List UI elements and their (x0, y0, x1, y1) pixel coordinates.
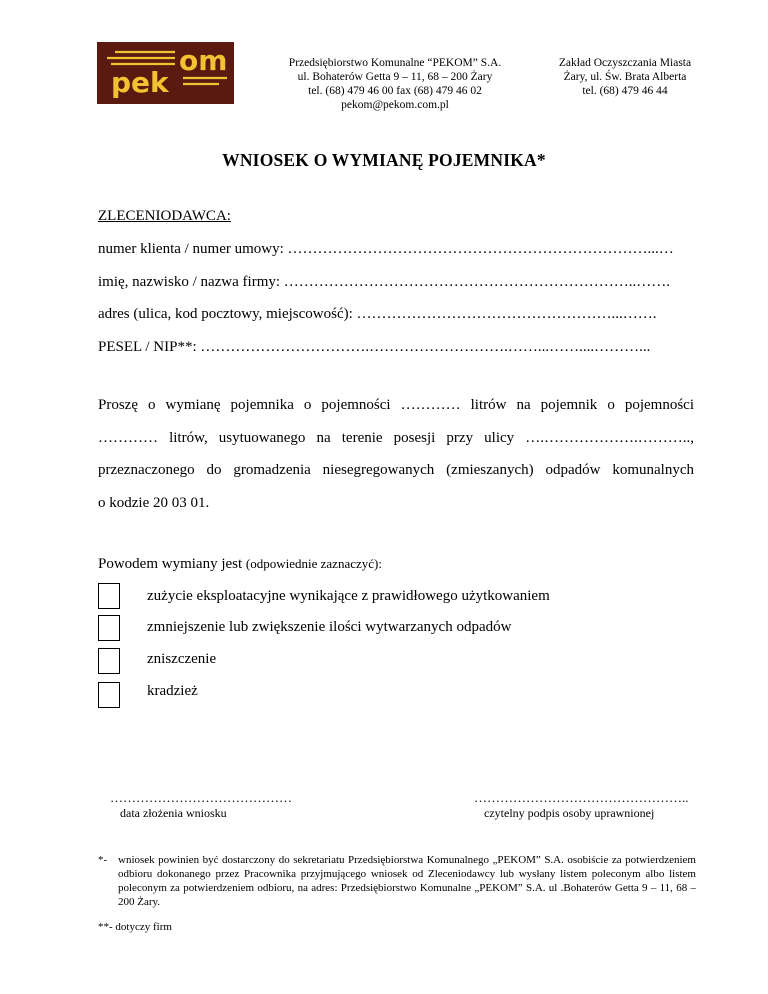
header-right-line2: Żary, ul. Św. Brata Alberta (563, 71, 687, 83)
header-left-line1: Przedsiębiorstwo Komunalne “PEKOM” S.A. (288, 57, 502, 69)
signature-label: czytelny podpis osoby uprawnionej (484, 806, 655, 820)
field-name[interactable]: imię, nazwisko / nazwa firmy: ……………………………………………………………..……. (98, 274, 671, 290)
option-theft: kradzież (147, 683, 198, 699)
checkbox-theft[interactable] (98, 682, 120, 708)
footnote-text: wniosek powinien być dostarczony do sekretariatu Przedsiębiorstwa Komunalnego „PEKOM” S.A. osobiście za potwierdzeniem odbioru dokonanego przez Pracownika przyjmującego wniosek od Zleceniodawcy lub wysłany listem poleconym albo listem poleconym za potwierdzeniem odbioru, na adres: Przedsiębiorstwo Komunalne „PEKOM” S.A. ul .Bohaterów Getta 9 – 11, 68 – 200 Żary. (118, 854, 696, 908)
section-label: ZLECENIODAWCA: (98, 208, 231, 224)
department-address-block (545, 56, 705, 98)
document-title: WNIOSEK O WYMIANĘ POJEMNIKA* (222, 150, 546, 170)
field-client-number[interactable]: numer klienta / numer umowy: ………………………………………………………………...… (98, 241, 674, 257)
date-dots[interactable]: …………………………………… (110, 790, 292, 805)
request-paragraph-line4: o kodzie 20 03 01. (98, 495, 210, 511)
header-right-line3: tel. (68) 479 46 44 (582, 85, 668, 97)
company-logo (97, 42, 234, 104)
reason-hint: (odpowiednie zaznaczyć): (245, 556, 382, 571)
reason-label (98, 556, 382, 573)
request-paragraph-line1: Proszę o wymianę pojemnika o pojemności ………… litrów na pojemnik o pojemności (98, 397, 694, 413)
field-pesel-nip[interactable]: PESEL / NIP**: …………………………….……………………….……...……....………... (98, 339, 651, 355)
request-paragraph-line3: przeznaczonego do gromadzenia niesegregowanych (zmieszanych) odpadów komunalnych (98, 462, 694, 478)
header-right-line1: Zakład Oczyszczania Miasta (558, 57, 692, 69)
footnote-marker: *- (98, 854, 108, 866)
checkbox-quantity-change[interactable] (98, 615, 120, 641)
logo-text-top: om (179, 44, 228, 77)
footnote-companies: **- dotyczy firm (98, 921, 172, 933)
header-left-line3: tel. (68) 479 46 00 fax (68) 479 46 02 (308, 85, 482, 97)
checkbox-damage[interactable] (98, 648, 120, 674)
logo-text-bottom: pek (111, 66, 169, 99)
company-address-block (265, 56, 525, 112)
reason-label-text: Powodem wymiany jest (98, 556, 243, 572)
option-wear: zużycie eksploatacyjne wynikające z prawidłowego użytkowaniem (147, 588, 550, 604)
footnote-delivery (98, 853, 696, 908)
date-label: data złożenia wniosku (120, 806, 227, 820)
header-left-line2: ul. Bohaterów Getta 9 – 11, 68 – 200 Żary (297, 71, 493, 83)
checkbox-wear[interactable] (98, 583, 120, 609)
request-paragraph-line2: ………… litrów, usytuowanego na terenie posesji przy ulicy ….……………….……….., (98, 430, 694, 446)
field-address[interactable]: adres (ulica, kod pocztowy, miejscowość): ……………………………………………...……. (98, 306, 657, 322)
option-damage: zniszczenie (147, 651, 217, 667)
option-quantity-change: zmniejszenie lub zwiększenie ilości wytwarzanych odpadów (147, 619, 512, 635)
header-left-line4: pekom@pekom.com.pl (341, 99, 449, 111)
signature-dots[interactable]: ………………………………………….. (474, 790, 689, 805)
